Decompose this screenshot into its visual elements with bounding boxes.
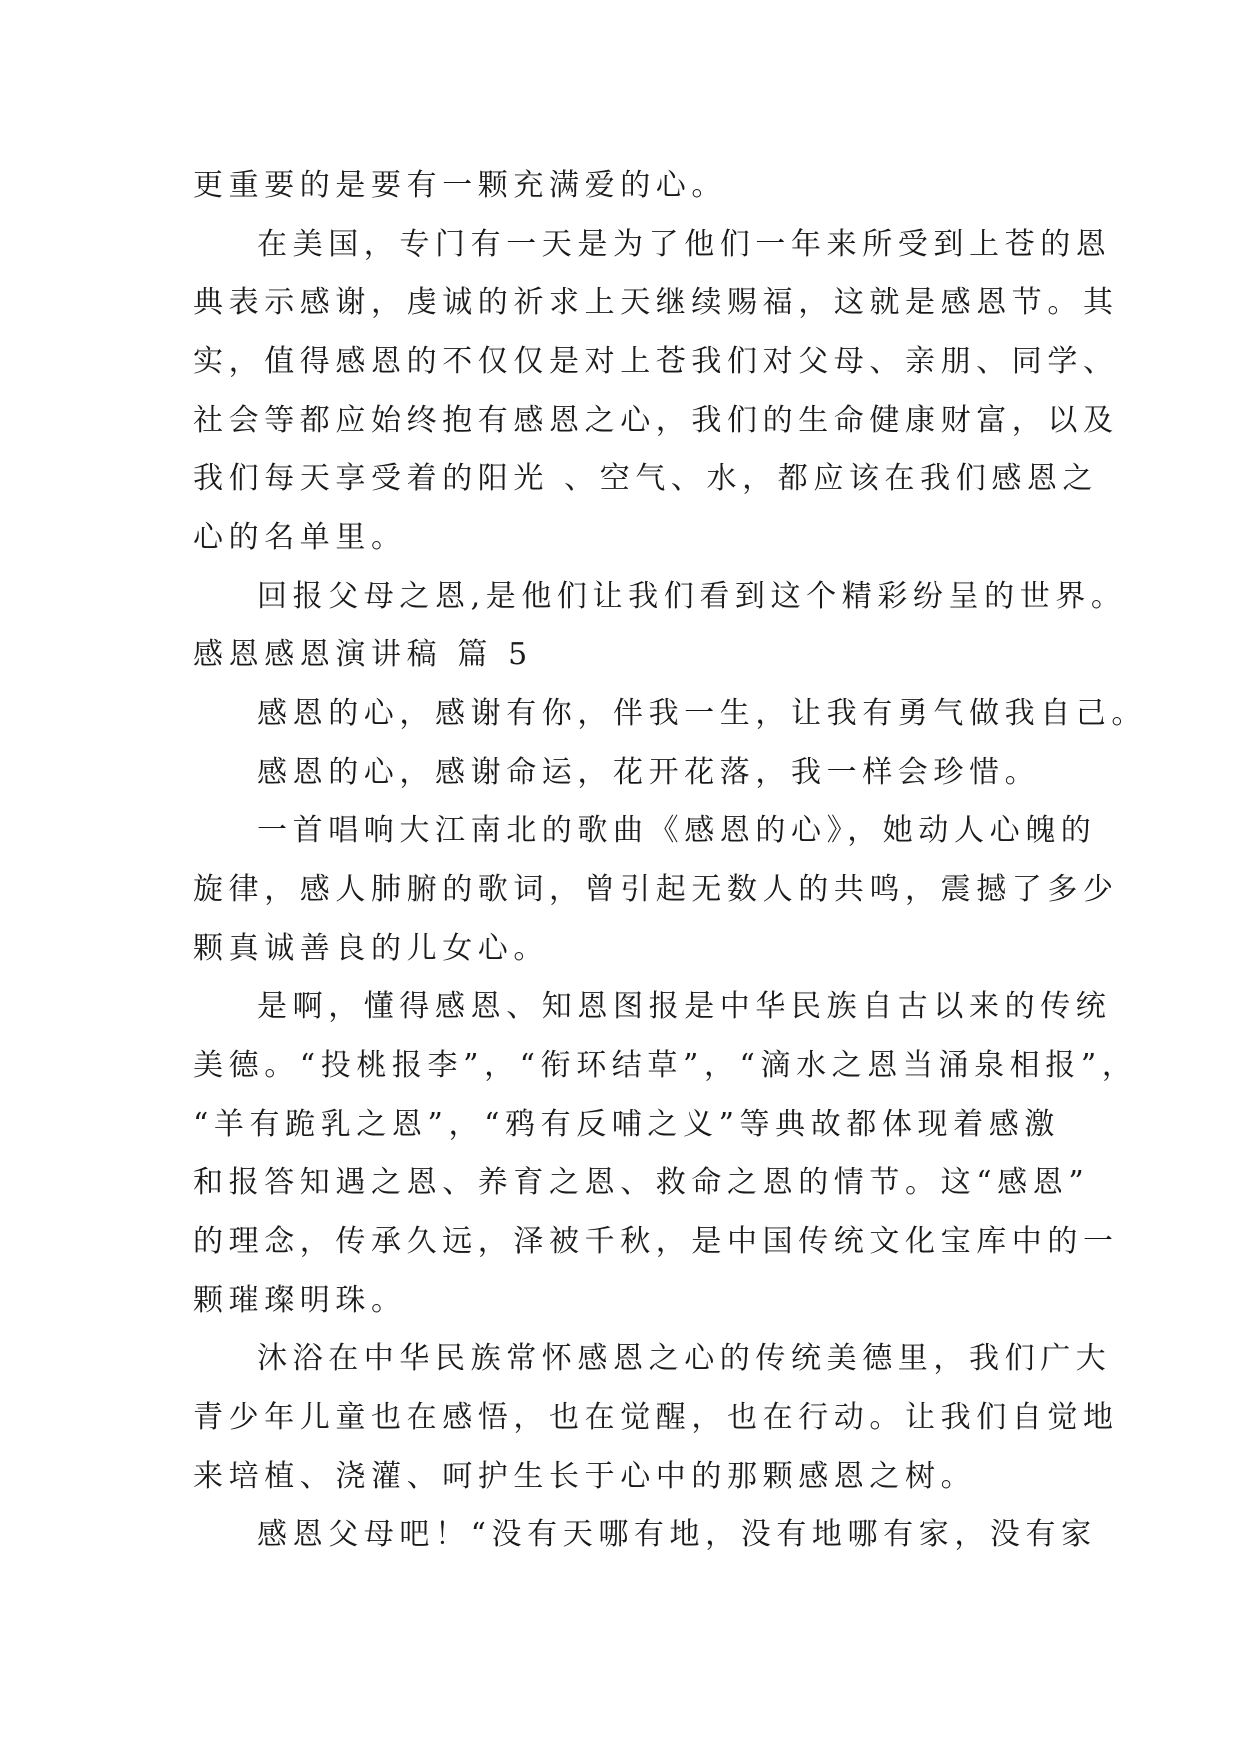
body-text-line: 青少年儿童也在感悟，也在觉醒，也在行动。让我们自觉地 <box>193 1400 1119 1435</box>
paragraph-start-line: 感恩的心，感谢有你，伴我一生，让我有勇气做我自己。 <box>257 696 1147 731</box>
body-text-line: 更重要的是要有一颗充满爱的心。 <box>193 168 727 203</box>
paragraph-start-line: 在美国，专门有一天是为了他们一年来所受到上苍的恩 <box>257 227 1112 262</box>
body-text-line: 旋律，感人肺腑的歌词，曾引起无数人的共鸣，震撼了多少 <box>193 872 1119 907</box>
body-text-line: 美德。“投桃报李”，“衔环结草”，“滴水之恩当涌泉相报”， <box>193 1048 1138 1083</box>
body-text-line: 社会等都应始终抱有感恩之心，我们的生命健康财富，以及 <box>193 403 1119 438</box>
body-text-line: 典表示感谢，虔诚的祈求上天继续赐福，这就是感恩节。其 <box>193 285 1119 320</box>
section-heading: 感恩感恩演讲稿 篇 5 <box>193 637 533 672</box>
body-text-line: “羊有跪乳之恩”，“鸦有反哺之义”等典故都体现着感激 <box>193 1107 1060 1142</box>
body-text-line: 心的名单里。 <box>193 520 407 555</box>
body-text-line: 颗真诚善良的儿女心。 <box>193 931 549 966</box>
paragraph-start-line: 一首唱响大江南北的歌曲《感恩的心》，她动人心魄的 <box>257 813 1097 848</box>
paragraph-start-line: 感恩的心，感谢命运，花开花落，我一样会珍惜。 <box>257 755 1041 790</box>
paragraph-start-line: 感恩父母吧！“没有天哪有地，没有地哪有家，没有家 <box>257 1517 1097 1552</box>
body-text-line: 的理念，传承久远，泽被千秋，是中国传统文化宝库中的一 <box>193 1224 1119 1259</box>
paragraph-start-line: 是啊，懂得感恩、知恩图报是中华民族自古以来的传统 <box>257 989 1112 1024</box>
paragraph-start-line: 回报父母之恩,是他们让我们看到这个精彩纷呈的世界。 <box>257 579 1127 614</box>
body-text-line: 我们每天享受着的阳光 、空气、水，都应该在我们感恩之 <box>193 461 1099 496</box>
body-text-line: 颗璀璨明珠。 <box>193 1283 407 1318</box>
body-text-line: 来培植、浇灌、呵护生长于心中的那颗感恩之树。 <box>193 1459 977 1494</box>
paragraph-start-line: 沐浴在中华民族常怀感恩之心的传统美德里，我们广大 <box>257 1341 1112 1376</box>
body-text-line: 和报答知遇之恩、养育之恩、救命之恩的情节。这“感恩” <box>193 1165 1090 1200</box>
body-text-line: 实，值得感恩的不仅仅是对上苍我们对父母、亲朋、同学、 <box>193 344 1119 379</box>
